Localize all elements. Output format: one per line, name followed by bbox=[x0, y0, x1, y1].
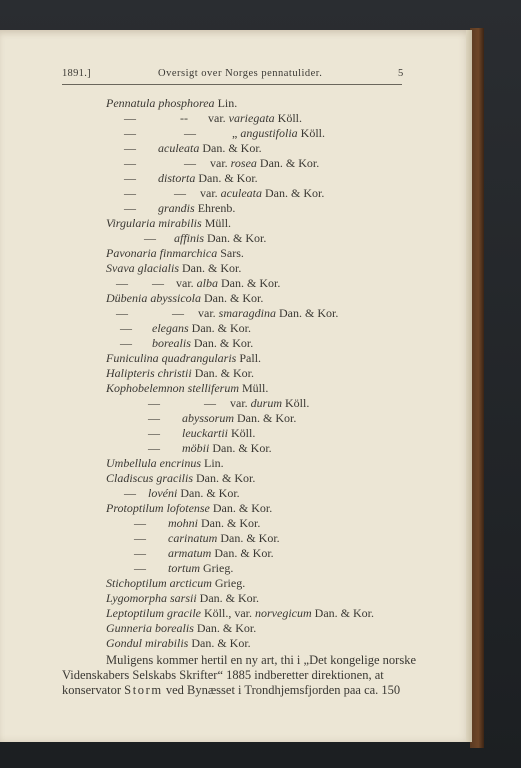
list-item: Protoptilum lofotense Dan. & Kor. bbox=[106, 501, 273, 515]
list-item: Gondul mirabilis Dan. & Kor. bbox=[106, 636, 251, 650]
header-year: 1891.] bbox=[62, 68, 91, 79]
list-item: — — var. aculeata Dan. & Kor. bbox=[124, 186, 325, 200]
list-item: Svava glacialis Dan. & Kor. bbox=[106, 261, 242, 275]
list-item: — carinatum Dan. & Kor. bbox=[134, 531, 280, 545]
list-item: — — var. smaragdina Dan. & Kor. bbox=[116, 306, 339, 320]
list-item: — aculeata Dan. & Kor. bbox=[124, 141, 262, 155]
header-rule bbox=[62, 84, 402, 85]
list-item: — armatum Dan. & Kor. bbox=[134, 546, 274, 560]
list-item: Dübenia abyssicola Dan. & Kor. bbox=[106, 291, 264, 305]
list-item: Funiculina quadrangularis Pall. bbox=[106, 351, 262, 365]
list-item: — lovéni Dan. & Kor. bbox=[124, 486, 240, 500]
list-item: — mohni Dan. & Kor. bbox=[134, 516, 261, 530]
list-item: — — var. rosea Dan. & Kor. bbox=[124, 156, 320, 170]
list-item: — — var. alba Dan. & Kor. bbox=[116, 276, 281, 290]
list-item: Halipteris christii Dan. & Kor. bbox=[106, 366, 255, 380]
list-item: — borealis Dan. & Kor. bbox=[120, 336, 254, 350]
list-item: Cladiscus gracilis Dan. & Kor. bbox=[106, 471, 256, 485]
list-item: — — „ angustifolia Köll. bbox=[124, 126, 326, 140]
list-item: Virgularia mirabilis Müll. bbox=[106, 216, 232, 230]
header-title: Oversigt over Norges pennatulider. bbox=[158, 68, 323, 79]
list-item: Stichoptilum arcticum Grieg. bbox=[106, 576, 246, 590]
list-item: — grandis Ehrenb. bbox=[124, 201, 236, 215]
list-item: — distorta Dan. & Kor. bbox=[124, 171, 258, 185]
list-item: Umbellula encrinus Lin. bbox=[106, 456, 224, 470]
list-item: Gunneria borealis Dan. & Kor. bbox=[106, 621, 257, 635]
list-item: — -- var. variegata Köll. bbox=[124, 111, 303, 125]
paragraph-line: konservator Storm ved Bynæsset i Trondhjemsfjorden paa ca. 150 bbox=[62, 683, 401, 697]
list-item: — — var. durum Köll. bbox=[148, 396, 310, 410]
page-number: 5 bbox=[398, 68, 404, 79]
list-item: — affinis Dan. & Kor. bbox=[144, 231, 267, 245]
page-edge bbox=[466, 30, 472, 742]
list-item: — tortum Grieg. bbox=[134, 561, 234, 575]
list-item: — möbii Dan. & Kor. bbox=[148, 441, 272, 455]
book-cover-edge bbox=[470, 28, 484, 748]
list-item: — elegans Dan. & Kor. bbox=[120, 321, 251, 335]
list-item: Kophobelemnon stelliferum Müll. bbox=[106, 381, 269, 395]
list-item: — abyssorum Dan. & Kor. bbox=[148, 411, 297, 425]
list-item: Leptoptilum gracile Köll., var. norvegicum Dan. & Kor. bbox=[106, 606, 374, 620]
list-item: — leuckartii Köll. bbox=[148, 426, 256, 440]
paragraph-line: Videnskabers Selskabs Skrifter“ 1885 indberetter direktionen, at bbox=[62, 668, 384, 682]
list-item: Pennatula phosphorea Lin. bbox=[106, 96, 238, 110]
paragraph-line: Muligens kommer hertil en ny art, thi i „Det kongelige norske bbox=[106, 653, 416, 667]
list-item: Lygomorpha sarsii Dan. & Kor. bbox=[106, 591, 259, 605]
list-item: Pavonaria finmarchica Sars. bbox=[106, 246, 244, 260]
